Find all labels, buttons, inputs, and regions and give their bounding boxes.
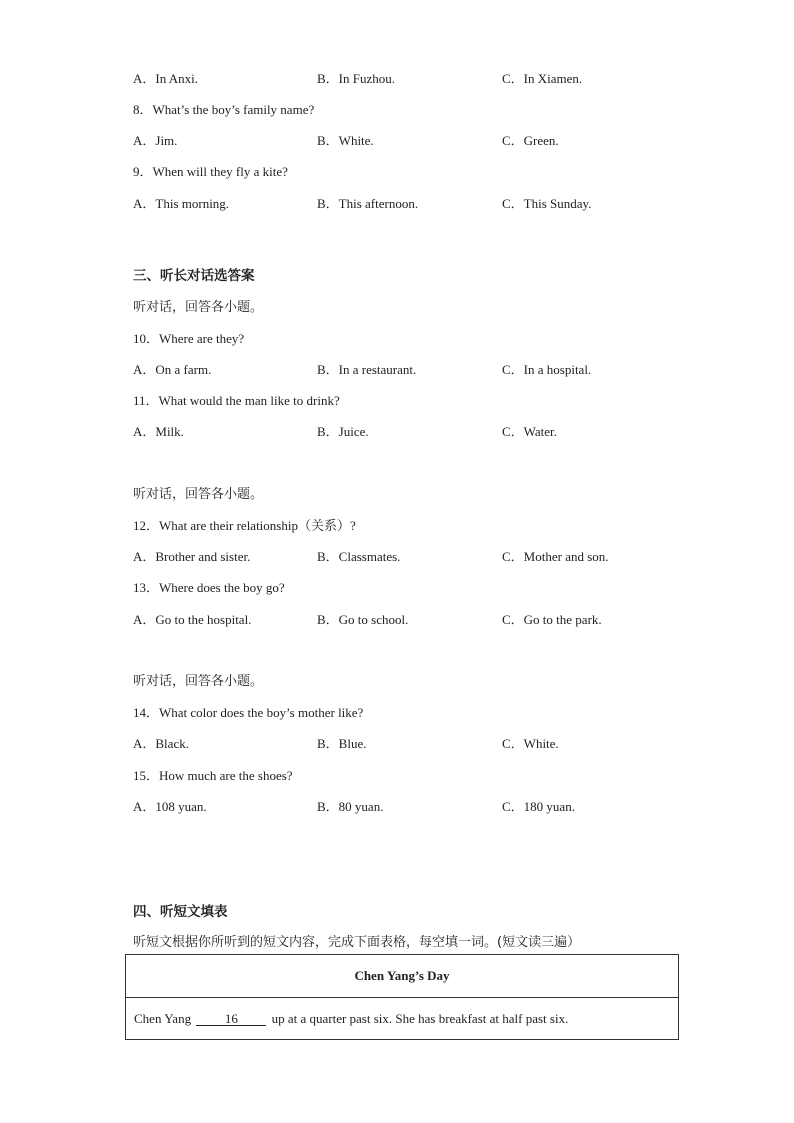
section3-intro: 听对话，回答各小题。 [133,300,264,315]
section4-intro: 听短文根据你所听到的短文内容，完成下面表格，每空填一词。(短文读三遍） [133,935,581,950]
q13-option-b: B．Go to school. [317,612,409,627]
q7-option-c: C．In Xiamen. [502,71,583,86]
q12-option-b: B．Classmates. [317,549,401,564]
q8-option-a: A．Jim. [133,133,178,148]
q14-question: 14．What color does the boy’s mother like? [133,705,364,720]
q15-option-b: B．80 yuan. [317,799,384,814]
q14-option-b: B．Blue. [317,736,367,751]
q9-question: 9．When will they fly a kite? [133,164,288,179]
q15-option-a: A．108 yuan. [133,799,207,814]
q11-option-c: C．Water. [502,424,557,439]
q14-option-a: A．Black. [133,736,189,751]
answer-blank-16[interactable]: 16 [196,1012,266,1026]
q10-option-c: C．In a hospital. [502,362,592,377]
q14-option-c: C．White. [502,736,559,751]
fill-in-table [125,954,679,1040]
q13-option-c: C．Go to the park. [502,612,602,627]
q15-option-c: C．180 yuan. [502,799,575,814]
table-row [126,998,679,1040]
q11-option-b: B．Juice. [317,424,369,439]
row-text-after: up at a quarter past six. She has breakfast at half past six. [271,1010,569,1026]
q11-option-a: A．Milk. [133,424,184,439]
q10-option-a: A．On a farm. [133,362,212,377]
q8-option-c: C．Green. [502,133,559,148]
q8-option-b: B．White. [317,133,374,148]
q12-question: 12．What are their relationship（关系）? [133,518,356,533]
q7-option-a: A．In Anxi. [133,71,199,86]
q10-option-b: B．In a restaurant. [317,362,417,377]
section3-title: 三、听长对话选答案 [133,268,255,284]
q9-option-a: A．This morning. [133,196,230,211]
q9-option-b: B．This afternoon. [317,196,419,211]
table-header: Chen Yang’s Day [126,955,679,998]
dialogue-intro-2: 听对话，回答各小题。 [133,487,264,502]
q15-question: 15．How much are the shoes? [133,768,293,783]
q12-option-a: A．Brother and sister. [133,549,251,564]
q12-option-c: C．Mother and son. [502,549,609,564]
q9-option-c: C．This Sunday. [502,196,592,211]
q10-question: 10．Where are they? [133,331,245,346]
row-text-before: Chen Yang [134,1010,192,1026]
q13-option-a: A．Go to the hospital. [133,612,252,627]
q11-question: 11．What would the man like to drink? [133,393,340,408]
section4-title: 四、听短文填表 [133,904,228,920]
q13-question: 13．Where does the boy go? [133,580,285,595]
q7-option-b: B．In Fuzhou. [317,71,396,86]
dialogue-intro-3: 听对话，回答各小题。 [133,674,264,689]
q8-question: 8．What’s the boy’s family name? [133,102,315,117]
